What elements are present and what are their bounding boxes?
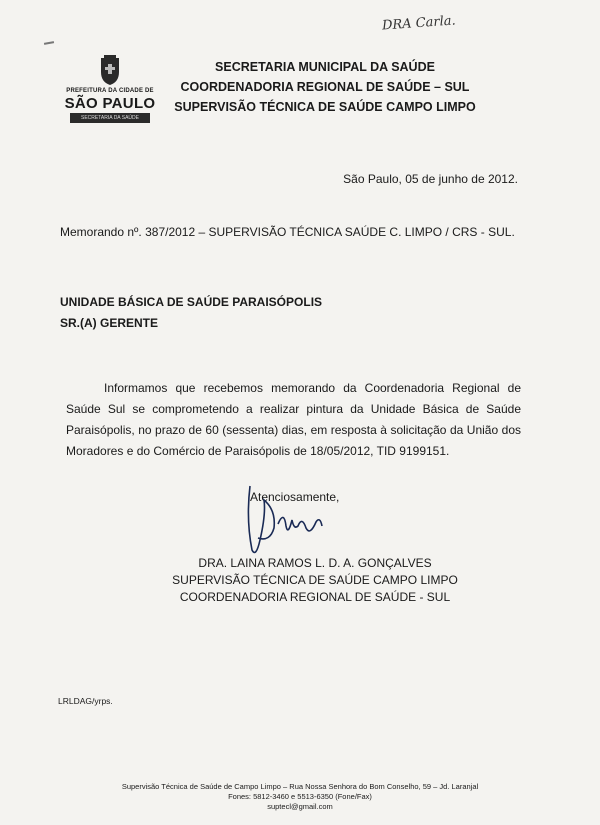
addressee-unit: UNIDADE BÁSICA DE SAÚDE PARAISÓPOLIS xyxy=(60,295,323,309)
signatory-name: DRA. LAINA RAMOS L. D. A. GONÇALVES xyxy=(198,556,432,570)
signatory-role-2: COORDENADORIA REGIONAL DE SAÚDE - SUL xyxy=(179,590,451,604)
memo-body xyxy=(66,378,521,462)
header-line-3: SUPERVISÃO TÉCNICA DE SAÚDE CAMPO LIMPO xyxy=(174,100,476,114)
logo-secretaria-text: SECRETARIA DA SAÚDE xyxy=(70,113,150,123)
closing: Atenciosamente, xyxy=(250,490,340,504)
prefeitura-logo xyxy=(62,54,158,128)
city-seal-icon xyxy=(98,54,122,86)
header-line-1: SECRETARIA MUNICIPAL DA SAÚDE xyxy=(215,60,435,74)
addressee-title: SR.(A) GERENTE xyxy=(60,316,159,330)
memo-body-text: Informamos que recebemos memorando da Coordenadoria Regional de Saúde Sul se comprometendo a realizar pintura da Unidade Básica de Saúde Paraisópolis, no prazo de 60 (sessenta) dias, em resposta à solicitação da União dos Moradores e do Comércio de Paraisópolis de 18/05/2012, TID 9199151. xyxy=(66,381,521,458)
memo-number: Memorando nº. 387/2012 – SUPERVISÃO TÉCNICA SAÚDE C. LIMPO / CRS - SUL. xyxy=(60,225,515,239)
handwritten-note: DRA Carla. xyxy=(381,13,457,34)
pen-mark xyxy=(44,41,54,45)
footer-address: Supervisão Técnica de Saúde de Campo Limpo – Rua Nossa Senhora do Bom Conselho, 59 – Jd. Laranjal xyxy=(121,782,479,791)
logo-prefeitura-text: PREFEITURA DA CIDADE DE xyxy=(66,88,154,94)
handwritten-signature xyxy=(236,480,336,560)
signatory-role-1: SUPERVISÃO TÉCNICA DE SAÚDE CAMPO LIMPO xyxy=(172,573,458,587)
reference-initials: LRLDAG/yrps. xyxy=(58,696,113,706)
footer-phones: Fones: 5812-3460 e 5513-6350 (Fone/Fax) xyxy=(228,792,372,801)
memo-date: São Paulo, 05 de junho de 2012. xyxy=(343,172,518,186)
footer-email: suptecl@gmail.com xyxy=(267,802,333,811)
logo-city-text: SÃO PAULO xyxy=(64,95,156,112)
header-line-2: COORDENADORIA REGIONAL DE SAÚDE – SUL xyxy=(180,80,470,94)
